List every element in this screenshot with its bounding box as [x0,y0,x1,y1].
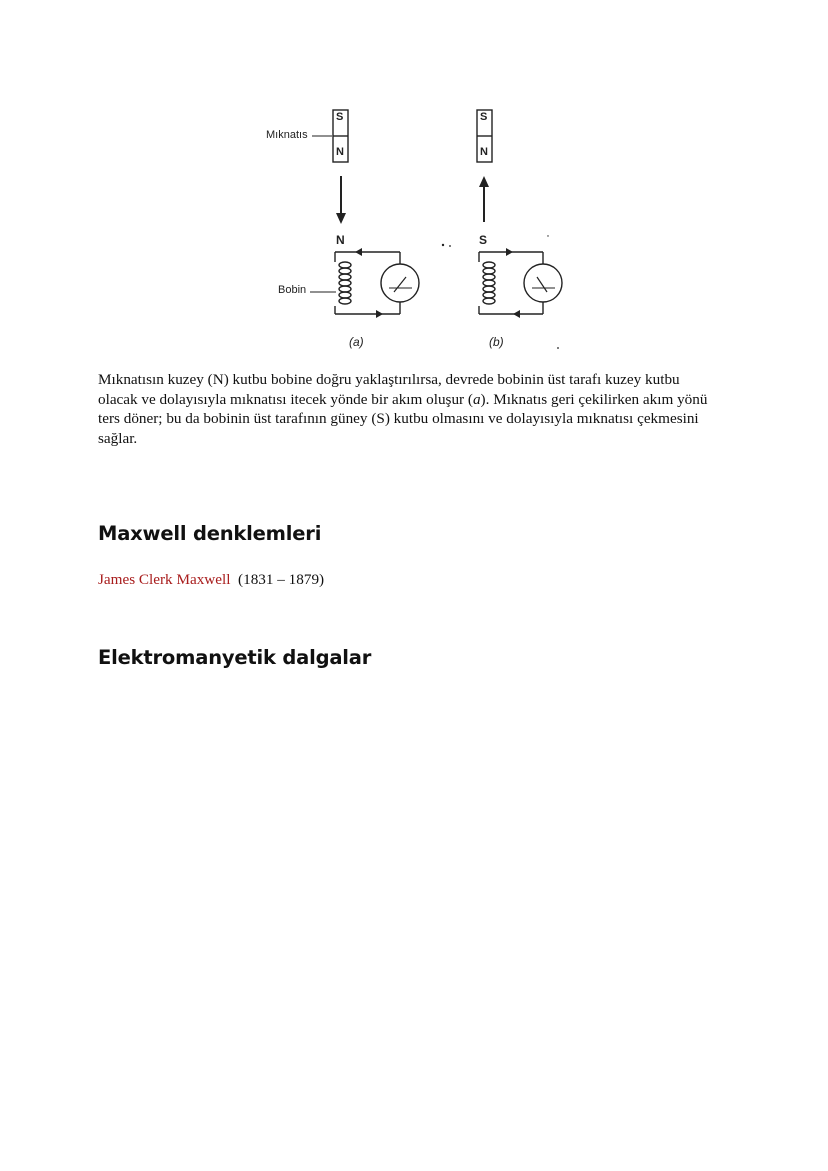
magnet-b-bottom-pole: N [480,146,488,158]
coil-label: Bobin [278,284,307,296]
magnet-a-top-pole: S [336,111,344,123]
coil-a [339,262,351,304]
caption-b: (b) [489,335,504,349]
caption-a: (a) [349,335,364,349]
circuit-b [479,252,562,314]
induction-figure [250,100,580,365]
magnet-label: Mıknatıs [266,129,308,141]
maxwell-name: James Clerk Maxwell [98,571,231,588]
section-heading-em-waves: Elektromanyetik dalgalar [98,646,372,669]
maxwell-reference [98,571,324,589]
magnet-b-top-pole: S [480,111,488,123]
induction-paragraph: Mıknatısın kuzey (N) kutbu bobine doğru yaklaştırılırsa, devrede bobinin üst tarafı kuzey kutbu olacak ve dolayısıyla mıknatısı itecek yönde bir akım oluşur (a). Mıknatıs geri çekilirken akım yönü ters döner; bu da bobinin üst tarafının güney (S) kutbu olmasını ve dolayısıyla mıknatısı çekmesini sağlar. [98,371,708,447]
magnet-a-bottom-pole: N [336,146,344,158]
coil-a-pole-label: N [336,233,345,247]
coil-b-pole-label: S [479,233,488,247]
section-heading-maxwell: Maxwell denklemleri [98,522,322,545]
coil-b [483,262,495,304]
circuit-a [310,252,419,314]
maxwell-years: (1831 – 1879) [238,571,325,588]
